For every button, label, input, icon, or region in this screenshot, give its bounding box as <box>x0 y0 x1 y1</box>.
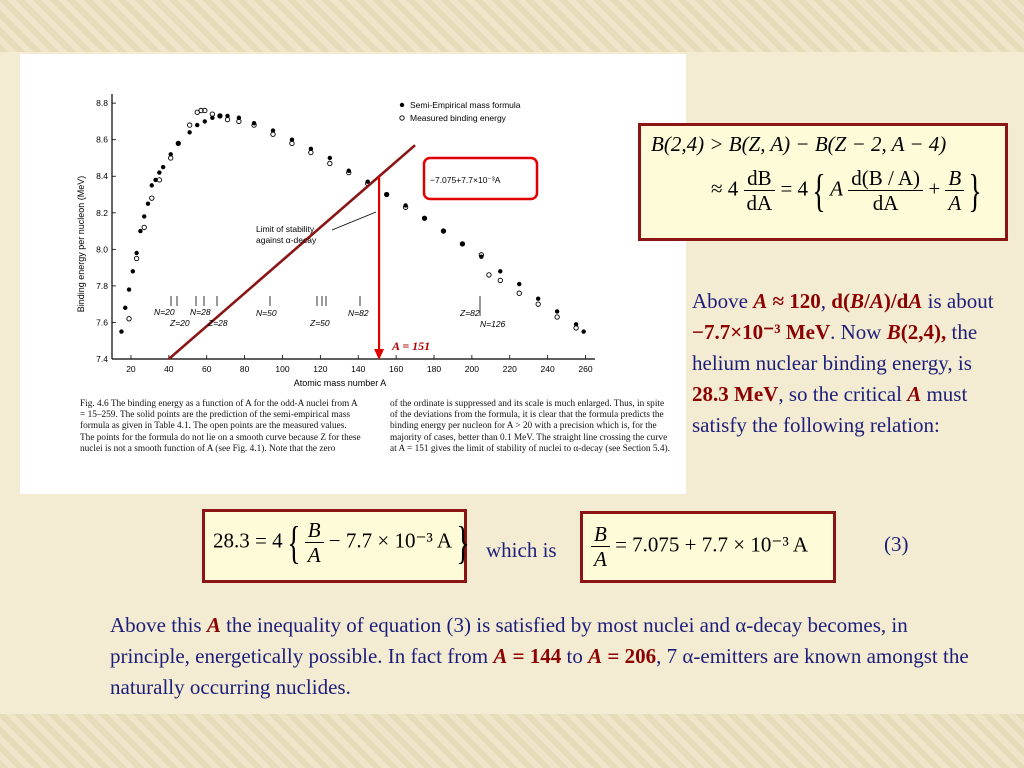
eqL-lhs: 28.3 = 4 <box>213 528 283 553</box>
limit-label-line1: Limit of stability <box>256 224 315 234</box>
p1-relation: must satisfy the following relation: <box>692 382 968 437</box>
p2-A3: A <box>588 644 603 668</box>
semi-empirical-point <box>210 116 214 120</box>
measured-point <box>498 278 502 282</box>
semi-empirical-point <box>169 152 173 156</box>
p2-t3: the inequality of equation (3) is satisfied by most nuclei and α-decay becomes, in principle, energetically possible. In fact from <box>110 613 908 668</box>
y-tick-label: 8.0 <box>96 244 108 255</box>
semi-empirical-point <box>203 119 207 123</box>
legend-open-marker <box>400 116 404 120</box>
semi-empirical-point <box>460 242 464 246</box>
eq-equals-4: = 4 <box>780 176 809 201</box>
measured-point <box>187 123 191 127</box>
p1-comma: , <box>820 289 832 313</box>
semi-empirical-point <box>574 322 578 326</box>
eq-plus: + <box>928 176 941 201</box>
figure-panel <box>20 54 686 494</box>
semi-empirical-point <box>138 229 142 233</box>
semi-empirical-point <box>441 229 445 233</box>
semi-empirical-point <box>176 141 180 145</box>
eqL-brace-open: { <box>287 516 301 568</box>
caption-right: of the ordinate is suppressed and its scale is much enlarged. Thus, in spite of the deviations from the formula, it is clear that the formula predicts the binding energy per nucleon for A > 20 with a precision which is, for the majority of cases, better than 0.1 MeV. The straight line crossing the curve at A = 151 gives the limit of stability of nuclei to α-decay (see Section 5.4). <box>390 399 670 454</box>
eq-frac-B-A <box>945 166 964 215</box>
x-tick-label: 140 <box>351 364 366 374</box>
p1-d-close: )/d <box>883 289 909 313</box>
eq-dA2: dA <box>872 191 899 215</box>
semi-empirical-point <box>225 114 229 118</box>
x-tick-label: 120 <box>313 364 328 374</box>
magic-n82: N=82 <box>348 308 369 318</box>
y-axis-label: Binding energy per nucleon (MeV) <box>76 175 86 313</box>
semi-empirical-point <box>252 121 256 125</box>
eq-dBA: d(B / A) <box>848 166 923 191</box>
p1-B2: B <box>886 320 901 344</box>
magic-n28: N=28 <box>190 307 211 317</box>
magic-z82: Z=82 <box>460 308 480 318</box>
p2-t1: Above this <box>110 613 207 637</box>
eq-approx: ≈ 4 <box>711 176 739 201</box>
semi-empirical-point <box>157 170 161 174</box>
measured-point <box>555 315 559 319</box>
semi-empirical-point <box>581 329 585 333</box>
x-tick-label: 80 <box>239 364 250 374</box>
x-tick-label: 260 <box>578 364 593 374</box>
equation-box-right <box>580 511 836 583</box>
paragraph-conclusion <box>110 610 990 703</box>
a151-label: A = 151 <box>392 339 431 353</box>
semi-empirical-point <box>218 114 222 118</box>
semi-empirical-point <box>161 165 165 169</box>
which-is-text: which is <box>486 538 557 562</box>
measured-point <box>517 291 521 295</box>
p1-B: B <box>849 289 864 313</box>
equation-box-top <box>638 123 1008 241</box>
measured-point <box>157 178 161 182</box>
x-tick-label: 40 <box>164 364 174 374</box>
p1-A: A <box>753 289 768 313</box>
measured-point <box>134 256 138 260</box>
x-tick-label: 180 <box>426 364 442 374</box>
semi-empirical-point <box>237 116 241 120</box>
semi-empirical-point <box>123 306 127 310</box>
magic-n50: N=50 <box>256 308 277 318</box>
semi-empirical-point <box>187 130 191 134</box>
semi-empirical-point <box>195 123 199 127</box>
decorative-border-top <box>0 0 1024 52</box>
magic-number-arrows <box>171 296 480 316</box>
eqR-B: B <box>591 522 610 547</box>
x-tick-label: 20 <box>126 364 136 374</box>
semi-empirical-point <box>309 147 313 151</box>
p1-now: . Now <box>830 320 887 344</box>
limit-label-line2: against α-decay <box>256 235 317 245</box>
semi-empirical-point <box>517 282 521 286</box>
x-tick-label: 60 <box>201 364 212 374</box>
x-tick-label: 240 <box>540 364 555 374</box>
equation-derivative <box>711 166 986 215</box>
semi-empirical-point <box>498 269 502 273</box>
magic-z50: Z=50 <box>310 318 330 328</box>
semi-empirical-point <box>146 201 150 205</box>
p1-slope-value: −7.7×10⁻³ MeV <box>692 320 831 344</box>
equation-number: (3) <box>884 532 909 556</box>
semi-empirical-point <box>384 192 388 196</box>
caption-left: Fig. 4.6 The binding energy as a function of A for the odd-A nuclei from A = 15–259. The solid points are the prediction of the semi-empirical mass formula as given in Table 4.1. The open points are the measured values. The points for the formula do not lie on a smooth curve because Z for these nuclei is not a smooth function of A (see Fig. 4.1). Note that the zero <box>80 399 361 454</box>
semi-empirical-point <box>142 214 146 218</box>
eq-dA: dA <box>746 191 773 215</box>
semi-empirical-point <box>347 169 351 173</box>
p1-A2: A <box>869 289 884 313</box>
x-tick-label: 200 <box>464 364 479 374</box>
legend-semi-empirical: Semi-Empirical mass formula <box>410 100 521 110</box>
p1-is-about: is about <box>922 289 994 313</box>
equation-box-left <box>202 509 470 583</box>
eqR-frac <box>591 522 610 571</box>
eq-A: A <box>830 176 843 201</box>
limit-label-pointer <box>332 212 376 230</box>
paragraph-derivative <box>692 286 1002 441</box>
y-tick-label: 8.4 <box>96 171 108 182</box>
a151-arrowhead <box>374 349 384 360</box>
eq-frac-dB-dA <box>744 166 776 215</box>
p1-approx120: ≈ 120 <box>767 289 821 313</box>
y-tick-label: 7.6 <box>96 317 108 328</box>
eqL-rest: − 7.7 × 10⁻³ A <box>328 528 453 553</box>
eq-A2: A <box>948 191 962 215</box>
y-tick-label: 7.4 <box>96 354 108 364</box>
semi-empirical-points <box>119 114 586 334</box>
p2-144: = 144 <box>507 644 562 668</box>
p1-28-3: 28.3 MeV <box>692 382 779 406</box>
x-ticks <box>126 355 593 374</box>
magic-n126: N=126 <box>480 319 506 329</box>
y-ticks <box>96 98 116 364</box>
p1-A3: A <box>908 289 923 313</box>
x-tick-label: 160 <box>389 364 404 374</box>
x-tick-label: 220 <box>502 364 517 374</box>
semi-empirical-point <box>422 216 426 220</box>
y-tick-label: 8.8 <box>96 98 108 109</box>
eqL-B: B <box>305 518 324 543</box>
equation-right <box>591 522 808 571</box>
p2-A: A <box>206 613 221 637</box>
measured-point <box>487 273 491 277</box>
measured-point <box>127 317 131 321</box>
eqL-brace-close: } <box>456 516 470 568</box>
measured-point <box>328 161 332 165</box>
magic-z28: Z=28 <box>208 318 228 328</box>
semi-empirical-point <box>328 156 332 160</box>
y-tick-label: 8.6 <box>96 134 108 145</box>
semi-empirical-point <box>150 183 154 187</box>
p2-A2: A <box>493 644 508 668</box>
eqL-frac <box>305 518 324 567</box>
magic-n20: N=20 <box>154 307 175 317</box>
p2-t9: , 7 α-emitters are known amongst the naturally occurring nuclides. <box>110 644 969 699</box>
p2-206: = 206 <box>602 644 657 668</box>
semi-empirical-point <box>536 296 540 300</box>
eq-dB: dB <box>744 166 776 191</box>
measured-point <box>150 196 154 200</box>
x-tick-label: 100 <box>275 364 290 374</box>
semi-empirical-point <box>290 137 294 141</box>
equation-left <box>213 518 474 567</box>
measured-points <box>127 108 578 330</box>
p1-critical: , so the critical <box>778 382 908 406</box>
x-axis-label: Atomic mass number A <box>293 378 387 388</box>
eq-brace-close: } <box>968 164 982 216</box>
semi-empirical-point <box>131 269 135 273</box>
p1-d-open: d( <box>831 289 850 313</box>
semi-empirical-point <box>479 254 483 258</box>
legend-solid-marker <box>400 103 404 107</box>
measured-point <box>142 225 146 229</box>
measured-point <box>536 302 540 306</box>
eq-frac-dBA-dA <box>848 166 923 215</box>
semi-empirical-point <box>403 203 407 207</box>
semi-empirical-point <box>127 287 131 291</box>
p1-slash: / <box>864 289 870 313</box>
p1-t1: Above <box>692 289 754 313</box>
semi-empirical-point <box>555 309 559 313</box>
semi-empirical-point <box>119 329 123 333</box>
equation-inequality: B(2,4) > B(Z, A) − B(Z − 2, A − 4) <box>651 132 947 156</box>
y-tick-label: 7.8 <box>96 280 108 291</box>
eq-B: B <box>945 166 964 191</box>
p1-helium: the helium nuclear binding energy, is <box>692 320 978 375</box>
eqR-rest: = 7.075 + 7.7 × 10⁻³ A <box>615 532 808 557</box>
decorative-border-bottom <box>0 714 1024 768</box>
p1-24: (2,4), <box>900 320 947 344</box>
legend-measured: Measured binding energy <box>410 113 506 123</box>
semi-empirical-point <box>134 251 138 255</box>
p1-A4: A <box>907 382 922 406</box>
magic-z20: Z=20 <box>170 318 190 328</box>
eq-brace-open: { <box>812 164 826 216</box>
semi-empirical-point <box>153 178 157 182</box>
eqL-A: A <box>307 543 321 567</box>
p2-to: to <box>561 644 589 668</box>
y-tick-label: 8.2 <box>96 207 108 218</box>
line-equation-label: −7.075+7.7×10⁻³A <box>430 175 501 185</box>
eqR-A: A <box>594 547 607 571</box>
semi-empirical-point <box>271 128 275 132</box>
